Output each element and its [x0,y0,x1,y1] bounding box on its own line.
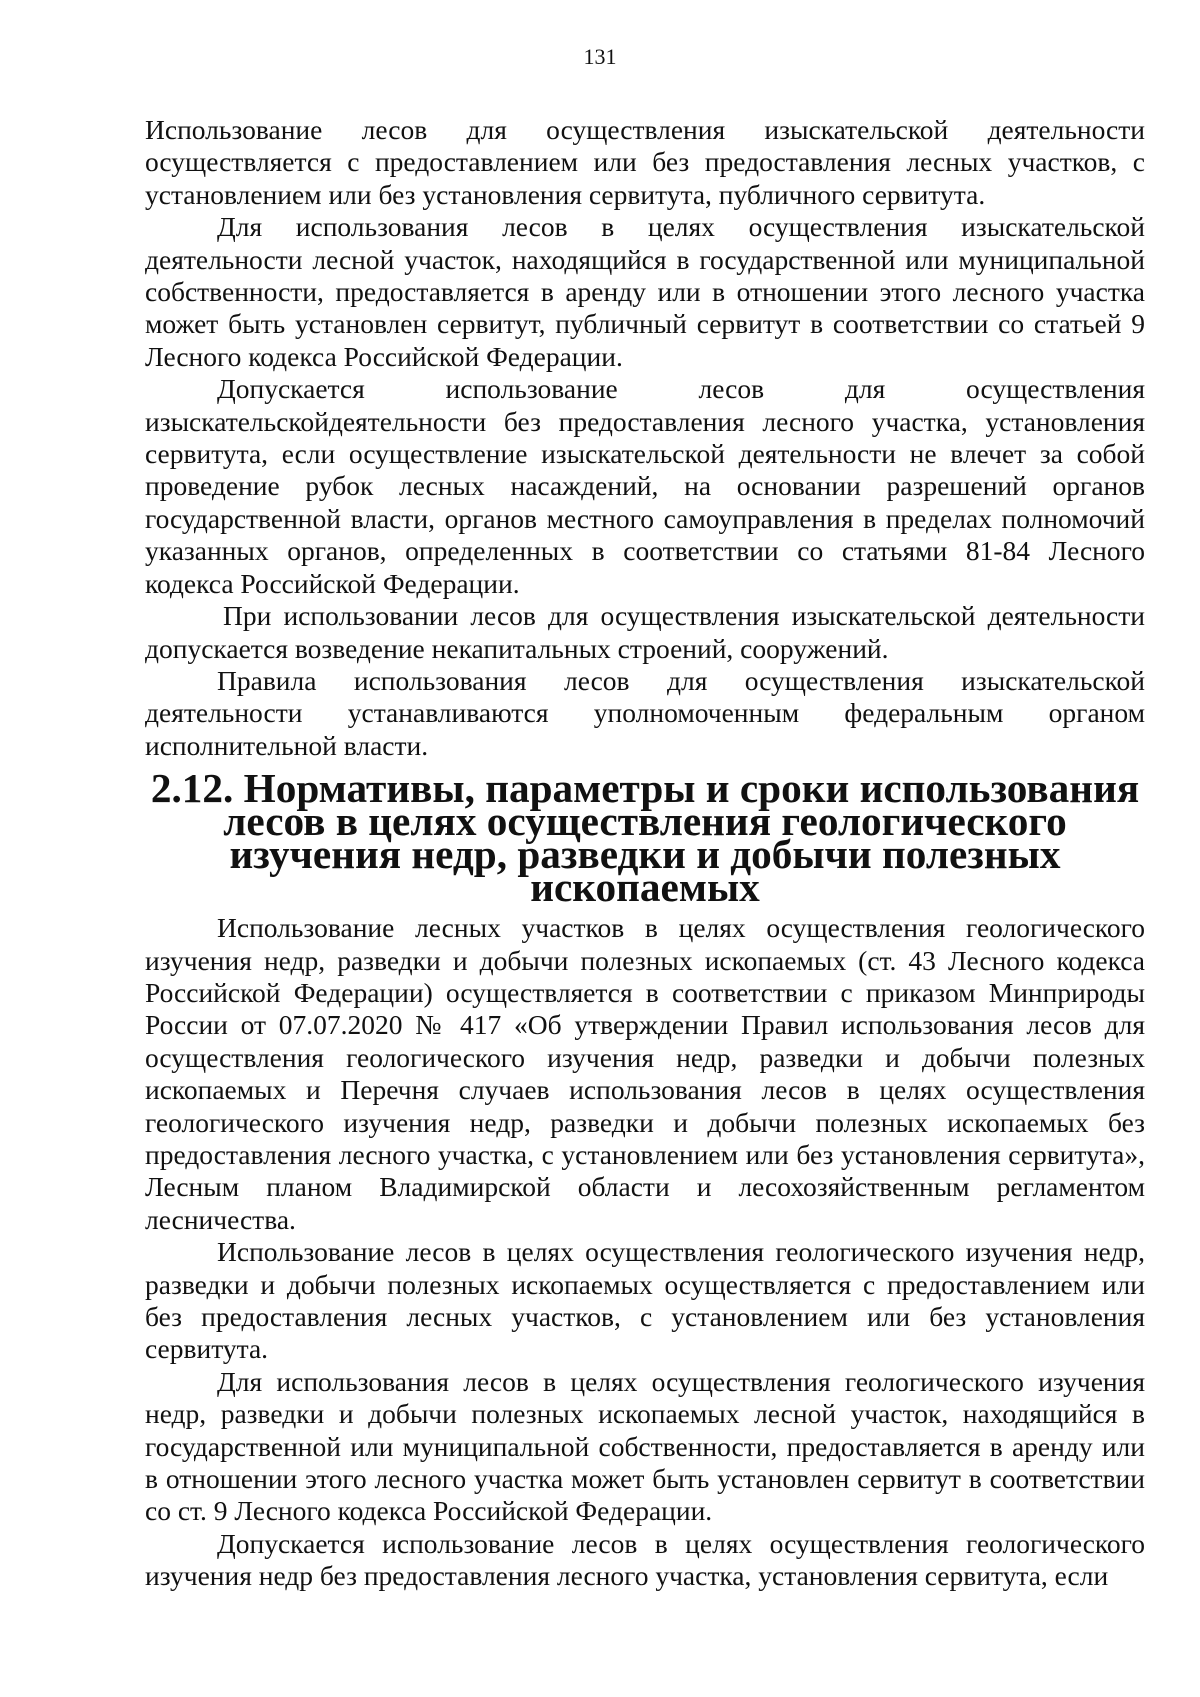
document-body [145,114,1145,1593]
paragraph: Допускается использование лесов в целях осуществления геологического изучения недр без предоставления лесного участка, установления сервитута, если [145,1527,1145,1592]
paragraph: Правила использования лесов для осуществления изыскательской деятельности устанавливаются уполномоченным федеральным органом исполнительной власти. [145,664,1145,761]
paragraph: Для использования лесов в целях осуществления геологического изучения недр, разведки и добычи полезных ископаемых лесной участок, находящийся в государственной или муниципальной собственности, предоставляется в аренду или в отношении этого лесного участка может быть установлен сервитут в соответствии со ст. 9 Лесного кодекса Российской Федерации. [145,1365,1145,1527]
paragraph: При использовании лесов для осуществления изыскательской деятельности допускается возведение некапитальных строений, сооружений. [145,600,1145,664]
paragraph: Использование лесов для осуществления изыскательской деятельности осуществляется с предоставлением или без предоставления лесных участков, с установлением или без установления сервитута, публичного сервитута. [145,114,1145,210]
page-number: 131 [583,44,617,69]
section-heading: 2.12. Нормативы, параметры и сроки использования лесов в целях осуществления геологического изучения недр, разведки и добычи полезных ископаемых [150,765,1140,911]
paragraph: Допускается использование лесов для осуществления изыскательскойдеятельности без предоставления лесного участка, установления сервитута, если осуществление изыскательской деятельности не влечет за собой проведение рубок лесных насаждений, на основании разрешений органов государственной власти, органов местного самоуправления в пределах полномочий указанных органов, определенных в соответствии со статьями 81-84 Лесного кодекса Российской Федерации. [145,373,1145,599]
paragraph: Для использования лесов в целях осуществления изыскательской деятельности лесной участок, находящийся в государственной или муниципальной собственности, предоставляется в аренду или в отношении этого лесного участка может быть установлен сервитут, публичный сервитут в соответствии со статьей 9 Лесного кодекса Российской Федерации. [145,211,1145,372]
paragraph: Использование лесных участков в целях осуществления геологического изучения недр, разведки и добычи полезных ископаемых (ст. 43 Лесного кодекса Российской Федерации) осуществляется в соответствии с приказом Минприроды России от 07.07.2020 № 417 «Об утверждении Правил использования лесов для осуществления геологического изучения недр, разведки и добычи полезных ископаемых и Перечня случаев использования лесов в целях осуществления геологического изучения недр, разведки и добычи полезных ископаемых без предоставления лесного участка, с установлением или без установления сервитута», Лесным планом Владимирской области и лесохозяйственным регламентом лесничества. [145,912,1145,1235]
paragraph: Использование лесов в целях осуществления геологического изучения недр, разведки и добычи полезных ископаемых осуществляется с предоставлением или без предоставления лесных участков, с установлением или без установления сервитута. [145,1236,1145,1365]
